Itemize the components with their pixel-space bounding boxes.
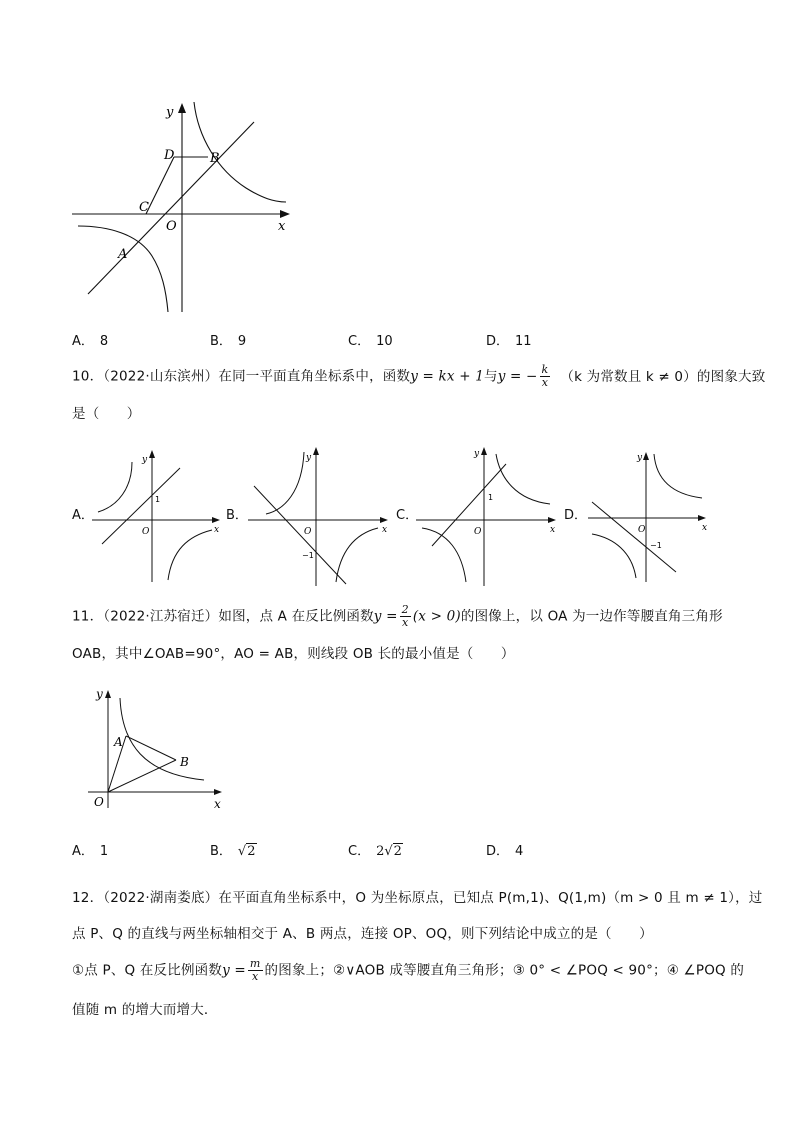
q10-option-a[interactable]: A． bbox=[72, 508, 94, 523]
segment-DC bbox=[146, 157, 174, 214]
q10c-x: x bbox=[550, 525, 556, 535]
q11-option-a[interactable]: A． 1 bbox=[72, 844, 109, 859]
q11-option-d[interactable]: D． 4 bbox=[486, 844, 524, 859]
q10b-mark: −1 bbox=[302, 551, 314, 560]
hyperbola-upper bbox=[194, 102, 286, 202]
q10-option-c[interactable]: C． bbox=[396, 508, 419, 523]
q10d-y: y bbox=[637, 453, 643, 463]
label-D: D bbox=[164, 148, 175, 163]
q10-graph-d bbox=[584, 448, 714, 584]
q10a-O: O bbox=[142, 527, 150, 537]
q11-label-y: y bbox=[96, 687, 103, 701]
q10a-x: x bbox=[214, 525, 220, 535]
hyperbola-lower bbox=[78, 226, 168, 312]
label-O: O bbox=[166, 219, 177, 234]
q10d-x: x bbox=[702, 523, 708, 533]
q10a-mark: 1 bbox=[155, 495, 161, 504]
label-B: B bbox=[210, 151, 220, 166]
q11-line1: 11．（2022·江苏宿迁）如图，点 A 在反比例函数y = $\frac{2}{x}$ (x > 0)的图像上，以 OA 为一边作等腰直角三角形 bbox=[72, 603, 723, 629]
q11-line2: OAB，其中∠OAB=90°，AO = AB，则线段 OB 长的最小值是（ ） bbox=[72, 646, 515, 662]
label-y: y bbox=[166, 105, 174, 120]
q12-line3: ①点 P、Q 在反比例函数y = $\frac{m}{x}$ 的图象上；②∨AOB 成等腰直角三角形；③ 0° < ∠POQ < 90°；④ ∠POQ 的 bbox=[72, 957, 745, 983]
q10a-y: y bbox=[142, 455, 148, 465]
label-x: x bbox=[278, 219, 286, 234]
q10-graph-a bbox=[88, 446, 226, 586]
q10c-O: O bbox=[474, 527, 482, 537]
x-arrow bbox=[280, 210, 290, 218]
q11-label-O: O bbox=[94, 795, 104, 809]
q9-option-d[interactable]: D． 11 bbox=[486, 334, 532, 349]
q10b-x: x bbox=[382, 525, 388, 535]
q10-option-d[interactable]: D． bbox=[564, 508, 588, 523]
q9-option-a[interactable]: A． 8 bbox=[72, 334, 109, 349]
q10c-y: y bbox=[474, 449, 480, 459]
q10b-y: y bbox=[306, 453, 312, 463]
q11-label-B: B bbox=[180, 755, 189, 769]
q10-graph-c bbox=[412, 442, 562, 588]
q9-option-b[interactable]: B． 9 bbox=[210, 334, 247, 349]
q12-line4: 值随 m 的增大而增大． bbox=[72, 1002, 218, 1018]
q10-graph-b bbox=[244, 442, 394, 588]
q12-line2: 点 P、Q 的直线与两坐标轴相交于 A、B 两点，连接 OP、OQ，则下列结论中成立的是（ ） bbox=[72, 926, 653, 942]
q11-label-A: A bbox=[114, 735, 123, 749]
q11-option-c[interactable]: C． 2√2 bbox=[348, 844, 402, 859]
label-A: A bbox=[118, 247, 128, 262]
q9-figure bbox=[68, 98, 298, 316]
q11-label-x: x bbox=[214, 797, 221, 811]
q10c-mark: 1 bbox=[488, 493, 494, 502]
q10-option-b[interactable]: B． bbox=[226, 508, 248, 523]
q12-line1: 12．（2022·湖南娄底）在平面直角坐标系中，O 为坐标原点，已知点 P(m,1)、Q(1,m)（m > 0 且 m ≠ 1），过 bbox=[72, 890, 763, 906]
q10b-O: O bbox=[304, 527, 312, 537]
q10-line2: 是（ ） bbox=[72, 406, 141, 422]
q11-figure bbox=[84, 684, 234, 812]
q10-line1: 10．（2022·山东滨州）在同一平面直角坐标系中，函数y = kx + 1与y = − $\frac{k}{x}$ （k 为常数且 k ≠ 0）的图象大致 bbox=[72, 363, 766, 389]
q9-option-c[interactable]: C． 10 bbox=[348, 334, 393, 349]
q10d-O: O bbox=[638, 525, 646, 535]
label-C: C bbox=[139, 200, 149, 215]
q11-option-b[interactable]: B． √2 bbox=[210, 844, 256, 859]
q10d-mark: −1 bbox=[650, 541, 662, 550]
y-arrow bbox=[178, 103, 186, 113]
